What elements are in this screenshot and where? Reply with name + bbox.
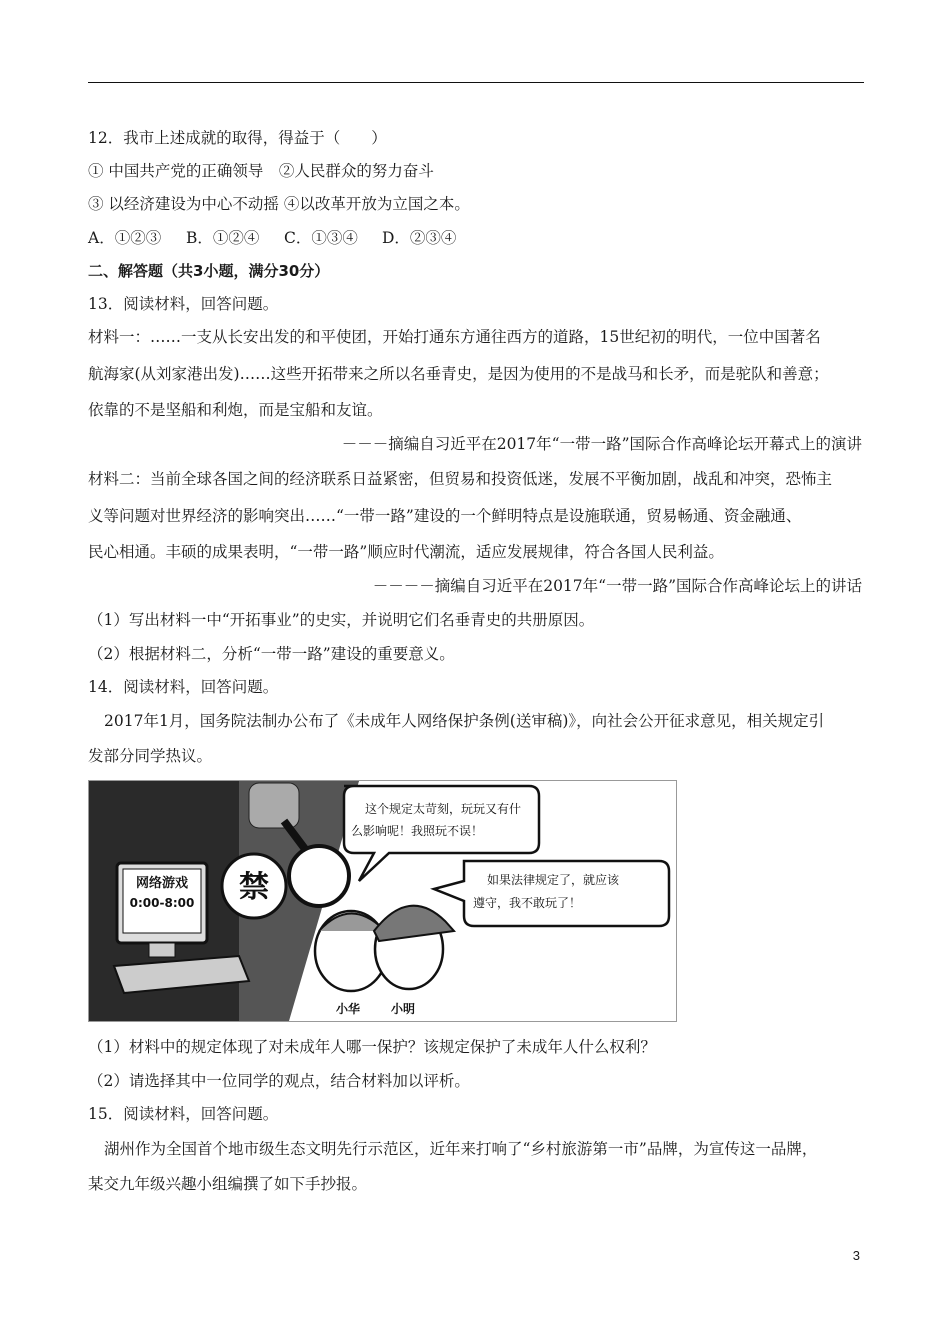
q12-option-d: D．②③④ — [382, 229, 457, 247]
bubble2-line2: 遵守，我不敢玩了！ — [473, 896, 582, 910]
q14-sub1: （1）材料中的规定体现了对未成年人哪一保护？该规定保护了未成年人什么权利？ — [88, 1038, 656, 1056]
q13-stem: 13．阅读材料，回答问题。 — [88, 295, 279, 313]
page-number: 3 — [852, 1248, 860, 1263]
bubble1-line2: 么影响呢！我照玩不误！ — [351, 824, 484, 838]
q13-material1-source: －－－摘编自习近平在2017年“一带一路”国际合作高峰论坛开幕式上的演讲 — [341, 435, 862, 453]
comic-drawing — [89, 781, 676, 1021]
q14-sub2: （2）请选择其中一位同学的观点，结合材料加以评析。 — [88, 1072, 470, 1090]
q12-option-c: C．①③④ — [284, 229, 358, 247]
q13-material2-line3: 民心相通。丰硕的成果表明，“一带一路”顺应时代潮流，适应发展规律，符合各国人民利益。 — [88, 543, 724, 561]
header-rule — [88, 82, 864, 83]
bubble1-line1: 这个规定太苛刻，玩玩又有什 — [365, 802, 522, 816]
q14-stem: 14．阅读材料，回答问题。 — [88, 678, 279, 696]
q13-material1-line1: 材料一：……一支从长安出发的和平使团，开始打通东方通往西方的道路，15世纪初的明代，一位中国著名 — [88, 328, 821, 346]
q14-paragraph-line1: 2017年1月，国务院法制办公布了《未成年人网络保护条例(送审稿)》，向社会公开征求意见，相关规定引 — [104, 712, 825, 730]
q12-stem: 12．我市上述成就的取得，得益于（ ） — [88, 129, 387, 147]
comic-illustration — [88, 780, 677, 1022]
name-xiaohua: 小华 — [336, 1002, 361, 1016]
q13-sub2: （2）根据材料二，分析“一带一路”建设的重要意义。 — [88, 645, 455, 663]
q15-paragraph-line1: 湖州作为全国首个地市级生态文明先行示范区，近年来打响了“乡村旅游第一市”品牌，为宣传这一品牌， — [104, 1140, 818, 1158]
screen-title: 网络游戏 — [135, 876, 189, 891]
name-xiaoming: 小明 — [391, 1002, 416, 1016]
monitor-stand — [149, 943, 175, 957]
q12-line1: ① 中国共产党的正确领导 ②人民群众的努力奋斗 — [88, 162, 434, 180]
q12-option-b: B．①②④ — [186, 229, 260, 247]
q13-material1-line3: 依靠的不是坚船和利炮，而是宝船和友谊。 — [88, 401, 383, 419]
q12-line2: ③ 以经济建设为中心不动摇 ④以改革开放为立国之本。 — [88, 195, 470, 213]
screen-time: 0:00-8:00 — [129, 896, 195, 910]
q13-material2-source: －－－－摘编自习近平在2017年“一带一路”国际合作高峰论坛上的讲话 — [372, 577, 862, 595]
q13-material2-line1: 材料二：当前全球各国之间的经济联系日益紧密，但贸易和投资低迷，发展不平衡加剧，战乱和冲突，恐怖主 — [88, 470, 833, 488]
hand-sleeve — [249, 783, 299, 828]
q12-options — [88, 228, 456, 248]
section2-title: 二、解答题（共3小题，满分30分） — [88, 262, 330, 280]
q15-paragraph-line2: 某交九年级兴趣小组编撰了如下手抄报。 — [88, 1175, 368, 1193]
q13-material2-line2: 义等问题对世界经济的影响突出……“一带一路”建设的一个鲜明特点是设施联通，贸易畅通、资金融通、 — [88, 507, 802, 525]
speech-bubble-2 — [434, 861, 669, 926]
q13-material1-line2: 航海家(从刘家港出发)……这些开拓带来之所以名垂青史，是因为使用的不是战马和长矛，而是驼队和善意； — [88, 365, 829, 383]
q12-option-a: A．①②③ — [88, 229, 162, 247]
ban-text: 禁 — [239, 870, 269, 905]
q15-stem: 15．阅读材料，回答问题。 — [88, 1105, 279, 1123]
bubble2-line1: 如果法律规定了，就应该 — [487, 873, 620, 887]
q14-paragraph-line2: 发部分同学热议。 — [88, 747, 213, 765]
magnifier-icon — [289, 846, 349, 906]
q13-sub1: （1）写出材料一中“开拓事业”的史实，并说明它们名垂青史的共册原因。 — [88, 611, 595, 629]
